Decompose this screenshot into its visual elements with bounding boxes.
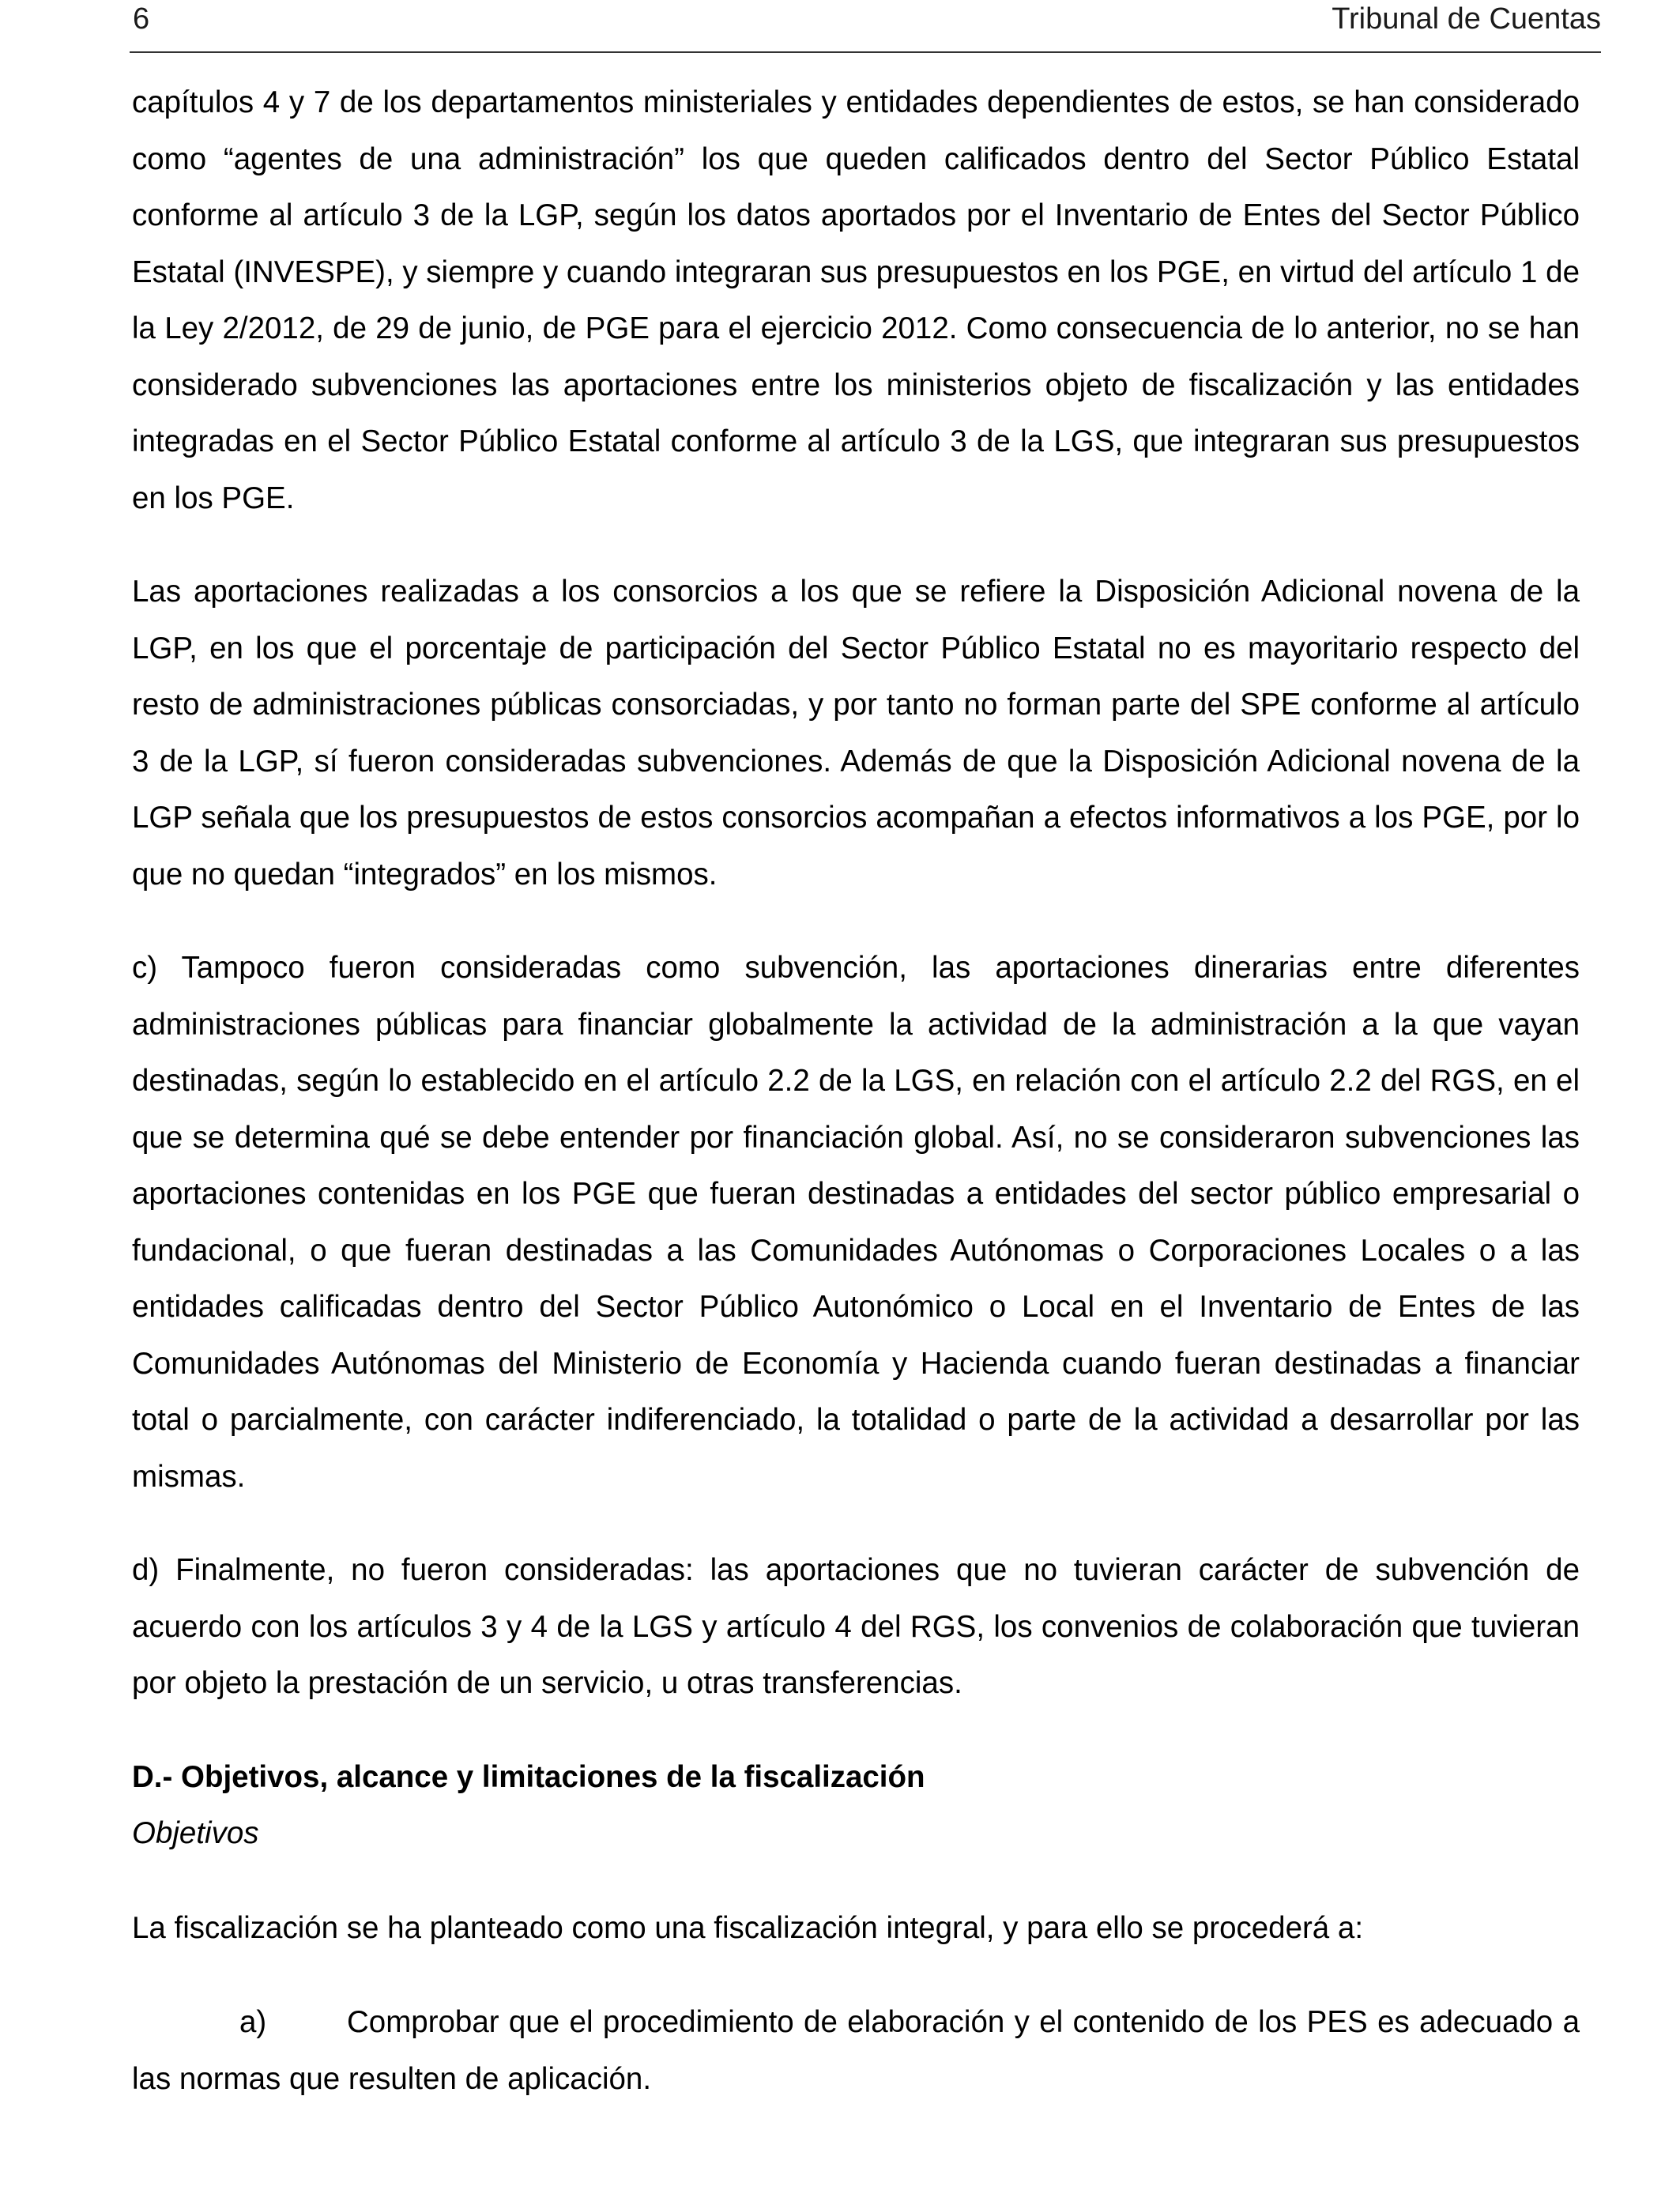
paragraph: capítulos 4 y 7 de los departamentos ministeriales y entidades dependientes de estos, se han considerado como “agentes de una administración” los que queden calificados dentro del Sector Público Estatal conforme al artículo 3 de la LGP, según los datos aportados por el Inventario de Entes del Sector Público Estatal (INVESPE), y siempre y cuando integraran sus presupuestos en los PGE, en virtud del artículo 1 de la Ley 2/2012, de 29 de junio, de PGE para el ejercicio 2012. Como consecuencia de lo anterior, no se han considerado subvenciones las aportaciones entre los ministerios objeto de fiscalización y las entidades integradas en el Sector Público Estatal conforme al artículo 3 de la LGS, que integraran sus presupuestos en los PGE. [132,85,1580,515]
list-item-text: Comprobar que el procedimiento de elaboración y el contenido de los PES es adecuado a las normas que resulten de aplicación. [132,2005,1580,2096]
page-header [130,0,1601,51]
list-item-label: a) [239,2005,267,2039]
paragraph: Las aportaciones realizadas a los consorcios a los que se refiere la Disposición Adicional novena de la LGP, en los que el porcentaje de participación del Sector Público Estatal no es mayoritario respecto del resto de administraciones públicas consorciadas, y por tanto no forman parte del SPE conforme al artículo 3 de la LGP, sí fueron consideradas subvenciones. Además de que la Disposición Adicional novena de la LGP señala que los presupuestos de estos consorcios acompañan a efectos informativos a los PGE, por lo que no quedan “integrados” en los mismos. [132,575,1580,892]
header-rule [130,51,1601,53]
list-item [132,1994,1580,2107]
paragraph: c) Tampoco fueron consideradas como subvención, las aportaciones dinerarias entre diferentes administraciones públicas para financiar globalmente la actividad de la administración a la que vayan destinadas, según lo establecido en el artículo 2.2 de la LGS, en relación con el artículo 2.2 del RGS, en el que se determina qué se debe entender por financiación global. Así, no se consideraron subvenciones las aportaciones contenidas en los PGE que fueran destinadas a entidades del sector público empresarial o fundacional, o que fueran destinadas a las Comunidades Autónomas o Corporaciones Locales o a las entidades calificadas dentro del Sector Público Autonómico o Local en el Inventario de Entes de las Comunidades Autónomas del Ministerio de Economía y Hacienda cuando fueran destinadas a financiar total o parcialmente, con carácter indiferenciado, la totalidad o parte de la actividad a desarrollar por las mismas. [132,951,1580,1494]
running-title: Tribunal de Cuentas [1332,2,1601,36]
section-heading: D.- Objetivos, alcance y limitaciones de la fiscalización [132,1759,925,1794]
document-body [132,74,1580,2107]
page-number: 6 [133,2,150,36]
paragraph: La fiscalización se ha planteado como una fiscalización integral, y para ello se procederá a: [132,1910,1364,1945]
section-subheading: Objetivos [132,1816,259,1850]
paragraph: d) Finalmente, no fueron consideradas: las aportaciones que no tuvieran carácter de subvención de acuerdo con los artículos 3 y 4 de la LGS y artículo 4 del RGS, los convenios de colaboración que tuvieran por objeto la prestación de un servicio, u otras transferencias. [132,1553,1580,1700]
